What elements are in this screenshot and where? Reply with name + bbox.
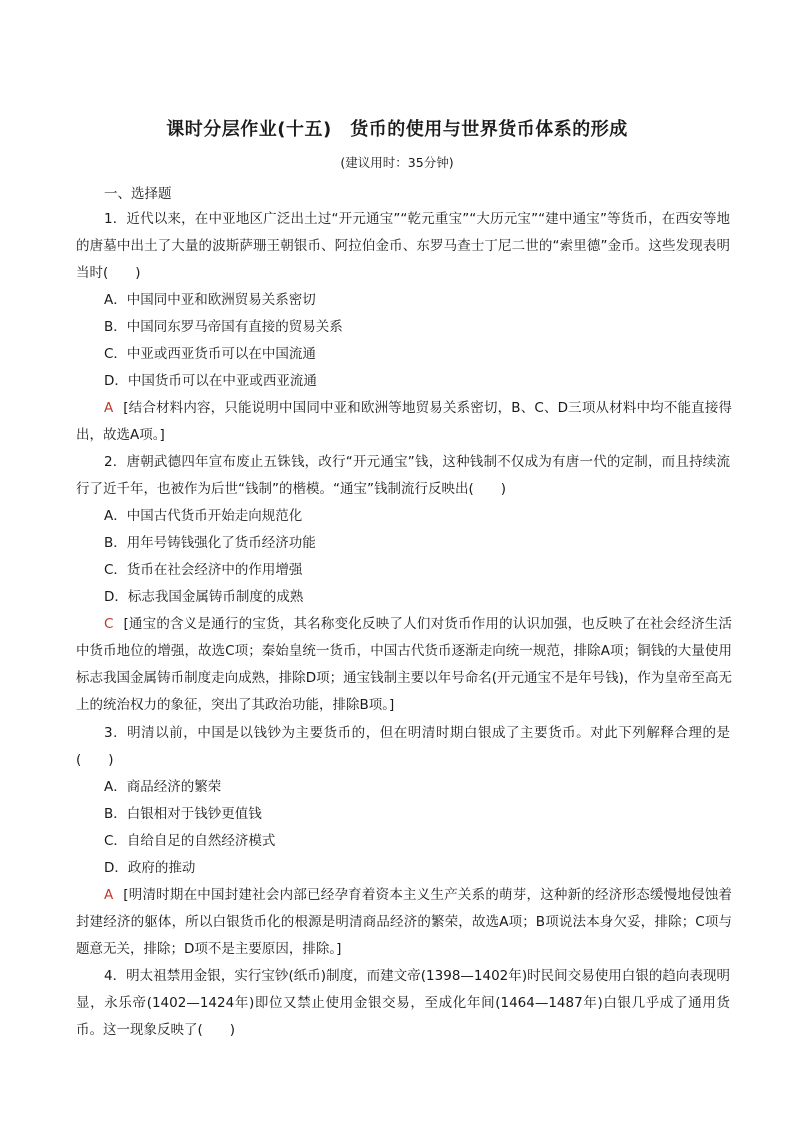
question-3-option-b: B．白银相对于钱钞更值钱	[104, 806, 262, 822]
suggested-time: (建议用时：35分钟)	[340, 155, 454, 170]
question-2-answer	[76, 611, 732, 719]
answer-analysis: [结合材料内容，只能说明中国同中亚和欧洲等地贸易关系密切，B、C、D三项从材料中均不能直接得出，故选A项。]	[76, 400, 732, 443]
question-1-option-a: A．中国同中亚和欧洲贸易关系密切	[104, 292, 316, 308]
question-3-option-d: D．政府的推动	[104, 860, 196, 876]
question-2-option-a: A．中国古代货币开始走向规范化	[104, 508, 303, 524]
question-3-answer	[76, 882, 732, 963]
page-title: 课时分层作业(十五) 货币的使用与世界货币体系的形成	[166, 119, 628, 140]
question-2-option-c: C．货币在社会经济中的作用增强	[104, 562, 303, 578]
question-1-stem: 1．近代以来，在中亚地区广泛出土过“开元通宝”“乾元重宝”“大历元宝”“建中通宝”等货币，在西安等地的唐墓中出土了大量的波斯萨珊王朝银币、阿拉伯金币、东罗马查士丁尼二世的“索里德”金币。这些发现表明当时( )	[76, 211, 730, 281]
section-heading: 一、选择题	[104, 186, 172, 202]
question-3-option-a: A．商品经济的繁荣	[104, 779, 222, 795]
question-1-option-b: B．中国同东罗马帝国有直接的贸易关系	[104, 319, 343, 335]
answer-letter: A	[104, 887, 114, 903]
question-4-stem: 4．明太祖禁用金银，实行宝钞(纸币)制度，而建文帝(1398—1402年)时民间交易使用白银的趋向表现明显，永乐帝(1402—1424年)即位又禁止使用金银交易，至成化年间(1464—1487年)白银几乎成了通用货币。这一现象反映了( )	[76, 968, 730, 1038]
answer-letter: A	[104, 400, 114, 416]
question-1-answer	[76, 395, 732, 449]
answer-analysis: [明清时期在中国封建社会内部已经孕育着资本主义生产关系的萌芽，这种新的经济形态缓慢地侵蚀着封建经济的躯体，所以白银货币化的根源是明清商品经济的繁荣，故选A项；B项说法本身欠妥，排除；C项与题意无关，排除；D项不是主要原因，排除。]	[76, 887, 732, 957]
answer-letter: C	[104, 616, 114, 632]
question-1-option-c: C．中亚或西亚货币可以在中国流通	[104, 346, 316, 362]
question-2-option-d: D．标志我国金属铸币制度的成熟	[104, 589, 304, 605]
question-2-option-b: B．用年号铸钱强化了货币经济功能	[104, 535, 316, 551]
answer-analysis: [通宝的含义是通行的宝货，其名称变化反映了人们对货币作用的认识加强，也反映了在社会经济生活中货币地位的增强，故选C项；秦始皇统一货币，中国古代货币逐渐走向统一规范，排除A项；铜钱的大量使用标志我国金属铸币制度走向成熟，排除D项；通宝钱制主要以年号命名(开元通宝不是年号钱)，作为皇帝至高无上的统治权力的象征，突出了其政治功能，排除B项。]	[76, 616, 732, 713]
question-1-option-d: D．中国货币可以在中亚或西亚流通	[104, 373, 317, 389]
question-3-stem: 3．明清以前，中国是以钱钞为主要货币的，但在明清时期白银成了主要货币。对此下列解释合理的是( )	[76, 725, 730, 768]
question-2-stem: 2．唐朝武德四年宣布废止五铢钱，改行“开元通宝”钱，这种钱制不仅成为有唐一代的定制，而且持续流行了近千年，也被作为后世“钱制”的楷模。“通宝”钱制流行反映出( )	[76, 454, 730, 497]
question-3-option-c: C．自给自足的自然经济模式	[104, 833, 276, 849]
